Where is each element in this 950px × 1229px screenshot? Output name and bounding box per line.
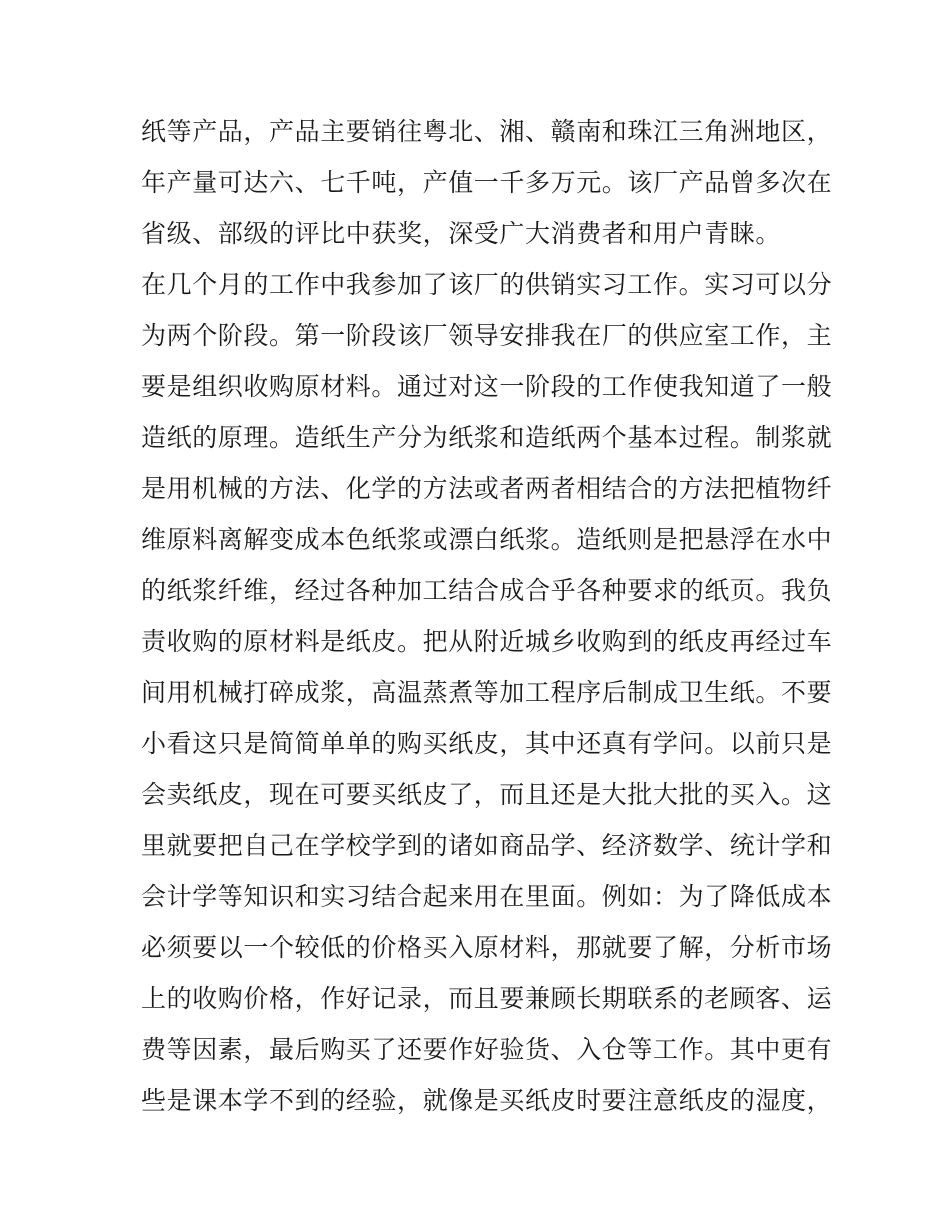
text-line: 年产量可达六、七千吨，产值一千多万元。该厂产品曾多次在 — [141, 168, 833, 197]
text-line: 责收购的原材料是纸皮。把从附近城乡收购到的纸皮再经过车 — [141, 627, 833, 656]
text-line: 费等因素，最后购买了还要作好验货、入仓等工作。其中更有 — [141, 1035, 833, 1064]
text-line: 造纸的原理。造纸生产分为纸浆和造纸两个基本过程。制浆就 — [141, 423, 833, 452]
text-line: 会计学等知识和实习结合起来用在里面。例如：为了降低成本 — [141, 882, 833, 911]
text-line: 会卖纸皮，现在可要买纸皮了，而且还是大批大批的买入。这 — [141, 780, 833, 809]
text-line: 是用机械的方法、化学的方法或者两者相结合的方法把植物纤 — [141, 474, 833, 503]
body-text — [141, 106, 833, 1126]
text-line: 些是课本学不到的经验，就像是买纸皮时要注意纸皮的湿度， — [141, 1086, 833, 1115]
text-line: 纸等产品，产品主要销往粤北、湘、赣南和珠江三角洲地区， — [141, 117, 833, 146]
text-line: 小看这只是简简单单的购买纸皮，其中还真有学问。以前只是 — [141, 729, 833, 758]
text-line: 在几个月的工作中我参加了该厂的供销实习工作。实习可以分 — [141, 270, 833, 299]
text-line: 维原料离解变成本色纸浆或漂白纸浆。造纸则是把悬浮在水中 — [141, 525, 833, 554]
text-line: 间用机械打碎成浆，高温蒸煮等加工程序后制成卫生纸。不要 — [141, 678, 833, 707]
text-line: 为两个阶段。第一阶段该厂领导安排我在厂的供应室工作，主 — [141, 321, 833, 350]
text-line: 省级、部级的评比中获奖，深受广大消费者和用户青睐。 — [141, 219, 782, 248]
text-line: 必须要以一个较低的价格买入原材料，那就要了解，分析市场 — [141, 933, 833, 962]
text-line: 要是组织收购原材料。通过对这一阶段的工作使我知道了一般 — [141, 372, 833, 401]
text-line: 的纸浆纤维，经过各种加工结合成合乎各种要求的纸页。我负 — [141, 576, 833, 605]
text-line: 里就要把自己在学校学到的诸如商品学、经济数学、统计学和 — [141, 831, 833, 860]
text-line: 上的收购价格，作好记录，而且要兼顾长期联系的老顾客、运 — [141, 984, 833, 1013]
